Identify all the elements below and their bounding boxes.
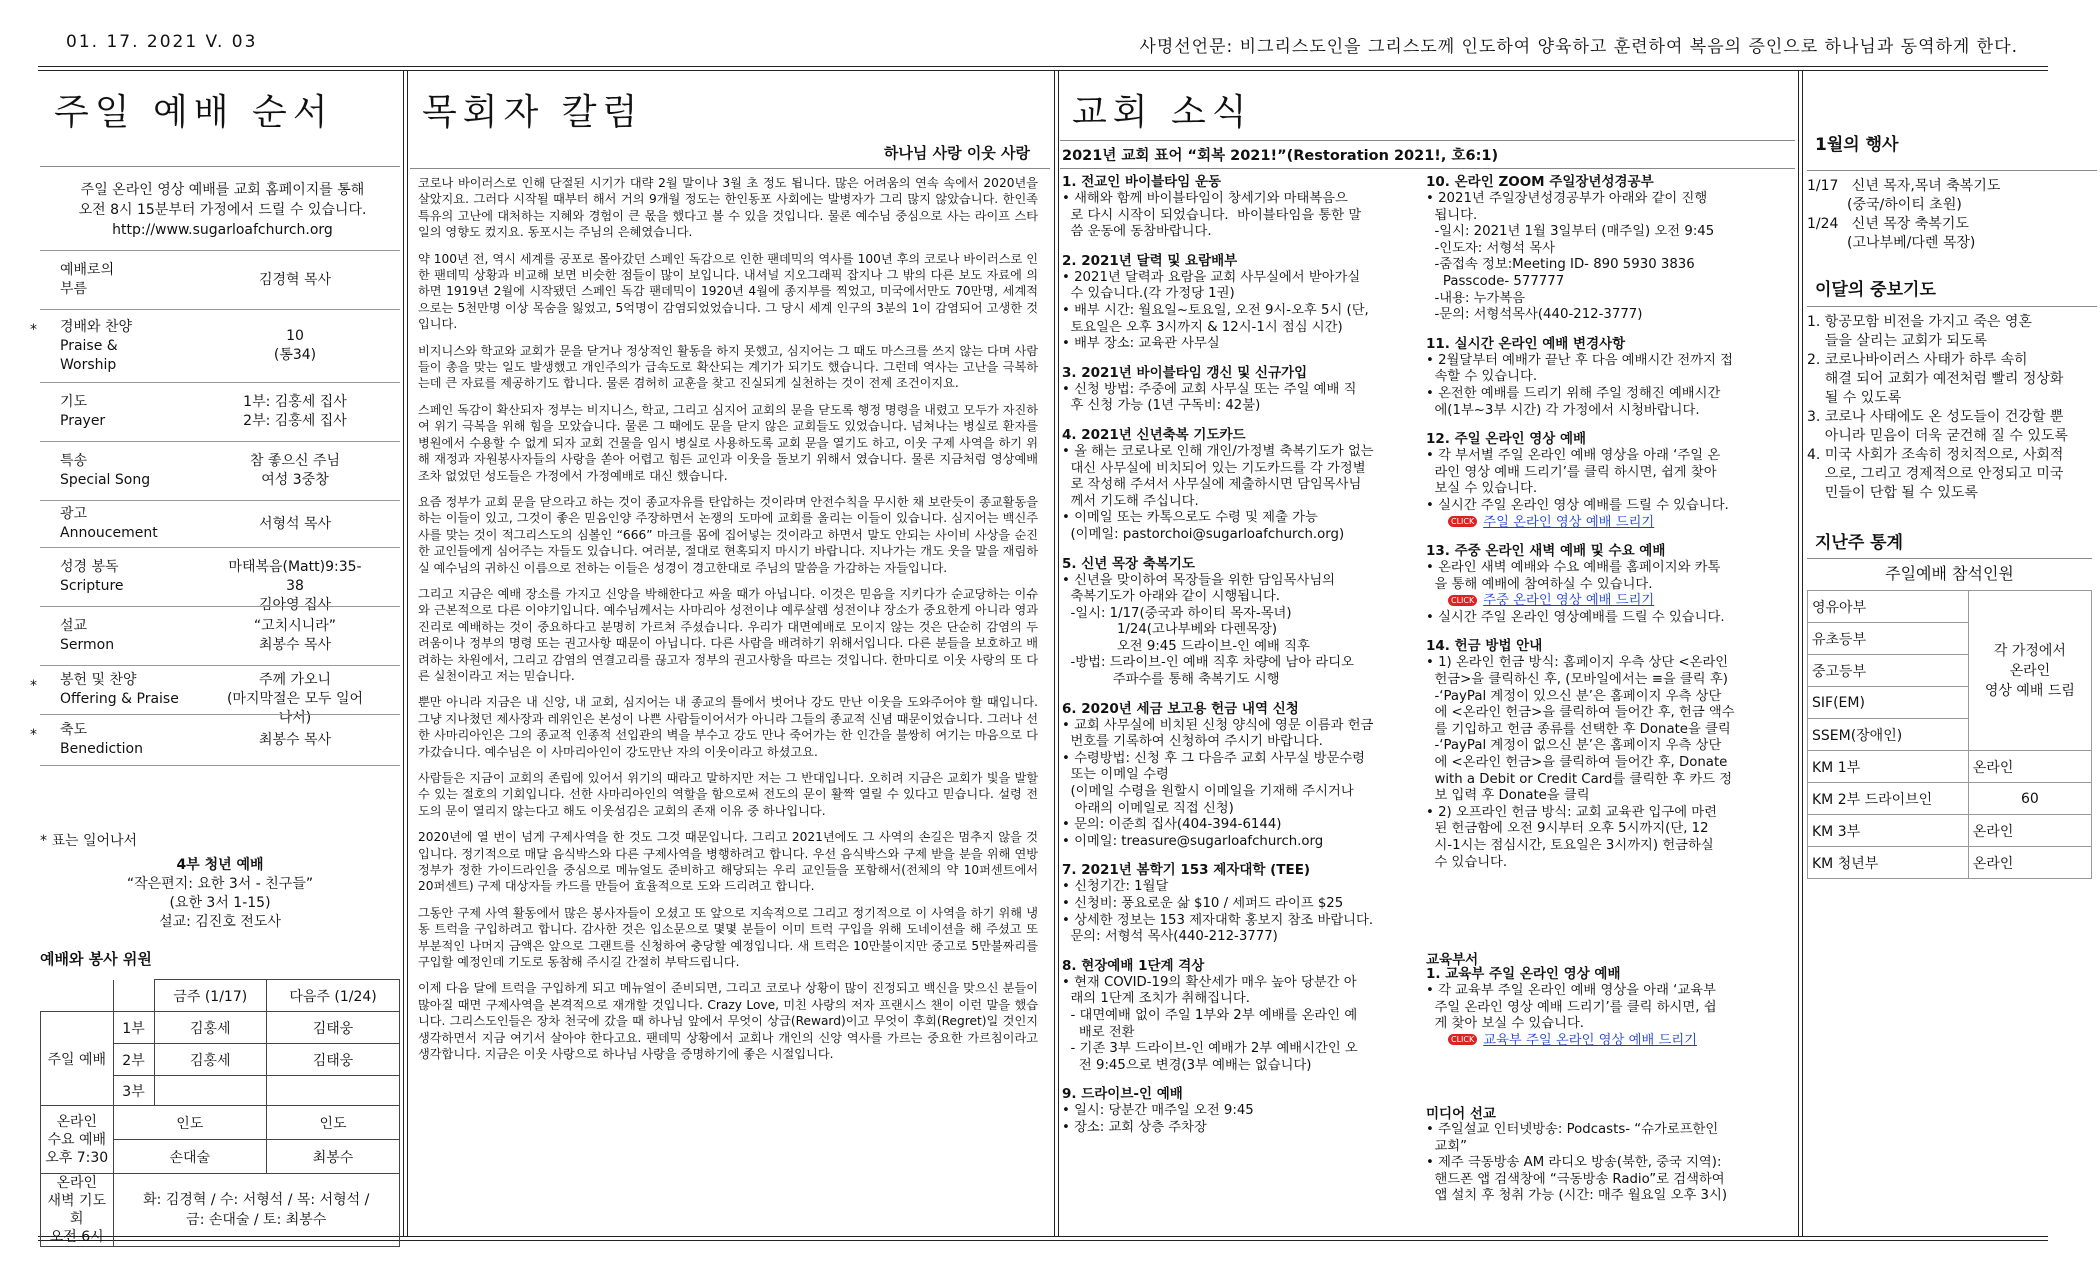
news-line: 전 9:45으로 변경(3부 예배는 없습니다)	[1062, 1057, 1312, 1073]
order-label-line: 기도	[60, 394, 88, 410]
news-line: 번호를 기록하여 신청하여 주시기 바랍니다.	[1062, 734, 1323, 750]
news-line: • 배부 장소: 교육관 사무실	[1062, 336, 1220, 352]
click-icon: CLICK	[1448, 595, 1477, 606]
stat-value: 온라인	[1968, 751, 2091, 783]
stat-merged-line: 온라인	[2009, 662, 2051, 679]
stat-merged	[1968, 591, 2091, 751]
stat-row	[1808, 847, 2092, 879]
prayer-title: 이달의 중보기도	[1815, 280, 1936, 300]
youth-service	[40, 856, 400, 932]
order-value-line: 주께 가오니	[258, 672, 332, 688]
order-label	[60, 393, 105, 431]
news-line: - 대면예배 없이 주일 1부와 2부 예배를 온라인 예	[1062, 1007, 1358, 1023]
intro-line: 주일 온라인 영상 예배를 교회 홈페이지를 통해	[80, 182, 365, 198]
staff-cell: 김태웅	[267, 1044, 400, 1076]
news-line: -일시: 2021년 1월 3일부터 (매주일) 오전 9:45	[1426, 224, 1715, 240]
news-line: • 장소: 교회 상층 주차장	[1062, 1119, 1207, 1135]
staff-sub: 1부	[113, 1012, 154, 1044]
title-rule	[410, 168, 1050, 169]
order-value-line: 최봉수 목사	[258, 637, 332, 653]
news-line: 라인 영상 예배 드리기’를 클릭 하시면, 쉽게 찾아	[1426, 464, 1717, 480]
column-paragraph: 그리고 지금은 예배 장소를 가지고 신앙을 박해한다고 싸울 때가 아닙니다. 이것은 믿음을 지키다가 순교당하는 이슈와 근본적으로 다른 이야기입니다. 예수님께서는 사마리아 성전이냐 예루살렘 성전이냐 장소가 중요한게 아니라 영과 진리로 예배하는 것이 중요하다고 분명히 가르쳐 주셨습니다. 우리가 대면예배로 모이지 않는 것은 단순히 감염의 두려움이나 정부의 명령 또는 권고사항 때문이 아닙니다. 다른 사람을 배려하기 위해서입니다. 다른 분들을 보호하고 배려하는 차원에서, 그리고 감염의 연결고리를 끊고자 정부의 권고사항을 따르는 것입니다. 한마디로 이웃 사랑의 또 다른 실천이라고 저는 믿습니다.	[418, 586, 1038, 683]
order-value	[225, 271, 365, 290]
online-wed-label: 온라인 수요 예배 오후 7:30	[41, 1106, 114, 1174]
stat-value: 온라인	[1968, 847, 2091, 879]
news-line: • 신청비: 풍요로운 삶 $10 / 세퍼드 라이프 $25	[1062, 896, 1344, 911]
event-line: 1/24 신년 목장 축복기도	[1807, 216, 1969, 232]
news-line: 씀 운동에 동참바랍니다.	[1062, 224, 1212, 240]
order-label-line: Special Song	[60, 472, 151, 488]
attendance-table	[1807, 590, 2092, 879]
order-label-line: 부름	[60, 281, 88, 297]
order-label-line: Scripture	[60, 578, 124, 594]
column-paragraph: 뿐만 아니라 지금은 내 신앙, 내 교회, 심지어는 내 종교의 틀에서 벗어나 강도 만난 이웃을 도와주어야 할 때입니다. 그냥 지나쳤던 제사장과 레위인은 본성이 나쁜 사람들이어서가 아니라 그들의 종교적 신념 때문이었습니다. 그러나 선한 사마리아인은 그의 종교적 인종적 선입관의 벽을 부수고 강도 만나 죽어가는 한 인간을 불쌍히 여기는 마음으로 다가갔습니다. 예수님은 이 사마리아인이 강도만난 자의 이웃이라고 하셨고요.	[418, 695, 1038, 759]
order-label	[60, 505, 158, 543]
news-line: • 2월달부터 예배가 끝난 후 다음 예배시간 전까지 접	[1426, 352, 1734, 368]
prayer-line: 아니라 믿음이 더욱 굳건해 질 수 있도록	[1807, 428, 2068, 444]
news-line: • 실시간 주일 온라인 영상 예배를 드릴 수 있습니다.	[1426, 497, 1729, 513]
news-item-title: 12. 주일 온라인 영상 예배	[1426, 431, 1587, 448]
news-line: • 1) 온라인 헌금 방식: 홈페이지 우측 상단 <온라인	[1426, 655, 1729, 671]
events-list	[1807, 170, 2097, 253]
staff-table	[40, 979, 400, 1247]
order-label-line: 봉헌 및 찬양	[60, 672, 137, 688]
news-line: Passcode- 577777	[1426, 273, 1565, 289]
order-value	[225, 393, 365, 431]
prayer-line: 해결 되어 교회가 예전처럼 빨리 정상화	[1807, 371, 2064, 387]
news-line: • 교회 사무실에 비치된 신청 양식에 영문 이름과 헌금	[1062, 717, 1374, 733]
order-value-line: 김경혁 목사	[258, 271, 332, 288]
staff-title: 예배와 봉사 위원	[40, 950, 152, 968]
standing-note: * 표는 일어나서	[40, 833, 138, 849]
news-item-title: 10. 온라인 ZOOM 주일장년성경공부	[1426, 174, 1654, 190]
staff-cell: 김홍세	[154, 1012, 267, 1044]
dawn-schedule: 화: 김경혁 / 수: 서형석 / 목: 서형석 / 금: 손대술 / 토: 최봉수	[113, 1174, 400, 1247]
news-item-title: 4. 2021년 신년축복 기도카드	[1062, 426, 1246, 443]
column-paragraph: 약 100년 전, 역시 세계를 공포로 몰아갔던 스페인 독감으로 인한 팬데믹의 역사를 100년 후의 코로나 바이러스로 인한 팬데믹 상황과 비교해 보면 비슷한 점들이 많이 보입니다. 내셔널 지오그래픽 잡지나 그 밖의 다른 보도 자료에 의하면 1919년 2월에 시작됐던 스페인 독감 팬데믹이 1920년 4월에 종지부를 찍었고, 미국에서만도 70만명, 세계적으로는 5천만명 이상 목숨을 잃었고, 5억명이 감염되었었습니다. 그 당시 세계 인구의 3분의 1이 감염되어 고생한 것입니다.	[418, 251, 1038, 332]
motto-rule	[1060, 168, 1795, 169]
news-item	[1062, 556, 1414, 689]
news-item-title: 9. 드라이브-인 예배	[1062, 1086, 1183, 1103]
order-value	[225, 731, 365, 750]
youth-line: 설교: 김진호 전도사	[159, 914, 281, 930]
news-line: • 이메일 또는 카톡으로도 수령 및 제출 가능	[1062, 510, 1318, 526]
news-line: (이메일: pastorchoi@sugarloafchurch.org)	[1062, 526, 1345, 542]
prayer-line: 민들이 단합 될 수 있도록	[1807, 485, 1978, 501]
news-line: 아래의 이메일로 직접 신청)	[1062, 800, 1234, 816]
news-line: • 2021년 달력과 요람을 교회 사무실에서 받아가실	[1062, 269, 1361, 285]
news-line: • 현재 COVID-19의 확산세가 매우 높아 당분간 아	[1062, 974, 1357, 990]
stat-label: KM 1부	[1808, 751, 1969, 783]
order-label-line: Sermon	[60, 637, 115, 653]
video-link[interactable]: 주일 온라인 영상 예배 드리기	[1483, 514, 1655, 530]
news-item	[1062, 365, 1414, 415]
order-value-line: 최봉수 목사	[258, 731, 332, 748]
news-item-title: 8. 현장예배 1단계 격상	[1062, 957, 1205, 974]
news-item	[1426, 638, 1778, 871]
edu-title: 교육부서	[1426, 952, 1479, 968]
prayer-list	[1807, 306, 2097, 503]
order-value	[225, 617, 365, 655]
news-line: • 실시간 주일 온라인 영상예배를 드릴 수 있습니다.	[1426, 609, 1725, 625]
news-item	[1062, 427, 1414, 544]
news-line: 대신 사무실에 비치되어 있는 기도카드를 각 가정별	[1062, 460, 1366, 476]
events-title: 1월의 행사	[1815, 135, 1899, 155]
worship-order	[30, 250, 400, 766]
staff-group-label: 주일 예배	[41, 1012, 114, 1106]
version-label: 01. 17. 2021 V. 03	[66, 32, 258, 52]
standing-mark: *	[30, 678, 37, 694]
news-line: -방법: 드라이브-인 예배 직후 차량에 남아 라디오	[1062, 655, 1354, 671]
news-line: • 올 해는 코로나로 인해 개인/가정별 축복기도가 없는	[1062, 443, 1374, 459]
prayer-line: 2. 코로나바이러스 사태가 하루 속히	[1807, 352, 2028, 368]
news-item	[1426, 431, 1778, 531]
news-item-title: 14. 헌금 방법 안내	[1426, 638, 1543, 655]
order-label	[60, 721, 143, 759]
news-item	[1062, 1086, 1414, 1136]
order-label-line: Benediction	[60, 741, 143, 757]
news-line: • 일시: 당분간 매주일 오전 9:45	[1062, 1103, 1254, 1119]
link-row	[1426, 1033, 1778, 1050]
order-label	[60, 261, 114, 299]
video-link[interactable]: 주중 온라인 영상 예배 드리기	[1483, 593, 1655, 609]
news-item	[1062, 174, 1414, 241]
staff-cell: 김태웅	[267, 1012, 400, 1044]
order-row	[40, 606, 400, 665]
mission-statement: 사명선언문: 비그리스도인을 그리스도께 인도하여 양육하고 훈련하여 복음의 증인으로 하나님과 동역하게 한다.	[1139, 37, 2018, 57]
news-line: 오전 9:45 드라이브-인 예배 직후	[1062, 638, 1310, 654]
stat-label: KM 3부	[1808, 815, 1969, 847]
column-paragraph: 코로나 바이러스로 인해 단절된 시기가 대략 2월 말이나 3월 초 정도 됩니다. 많은 어려움의 연속 속에서 2020년을 살았지요. 그러다 시작될 때부터 해서 거의 9개월 정도는 한인동포 사회에는 발병자가 그리 많지 않았습니다. 한인족 특유의 고난에 대처하는 지혜와 경험이 큰 몫을 했다고 볼 수 있을 것입니다. 물론 예수님 중심으로 사는 라이프 스타일의 영향도 컸지요. 동포시는 주님의 은혜였습니다.	[418, 176, 1038, 240]
column-subtitle: 하나님 사랑 이웃 사랑	[883, 144, 1030, 162]
news-line: • 각 교육부 주일 온라인 예배 영상을 아래 ‘교육부	[1426, 983, 1716, 998]
news-line: • 신청기간: 1월달	[1062, 879, 1169, 895]
order-value-line: 마태복음(Matt)9:35-38	[228, 559, 362, 594]
order-value-line: 서형석 목사	[258, 515, 332, 532]
order-row	[40, 500, 400, 547]
order-label	[60, 452, 150, 490]
order-label-line: 설교	[60, 618, 88, 634]
news-item-title: 2. 2021년 달력 및 요람배부	[1062, 252, 1238, 269]
order-row	[30, 665, 400, 726]
news-line: (이메일 수령을 원할시 이메일을 기재해 주시거나	[1062, 784, 1354, 800]
news-line: -‘PayPal 계정이 없으신 분’은 홈페이지 우측 상단	[1426, 738, 1722, 754]
stat-label: SIF(EM)	[1808, 687, 1969, 719]
order-row	[30, 309, 400, 382]
title-rule	[40, 166, 400, 167]
news-line: - 기존 3부 드라이브-인 예배가 2부 예배시간인 오	[1062, 1041, 1358, 1057]
column-paragraph: 비지니스와 학교와 교회가 문을 닫거나 정상적인 활동을 하지 못했고, 심지어는 그 때도 마스크를 쓰지 않는 다며 사람들이 총을 맞는 일도 발생했고 개인주의가 급속도로 확산되는 계기가 되기도 했습니다. 그런데 역사는 고난을 극복하는데 큰 자료를 제공하기도 합니다. 물론 겸허히 교훈을 찾고 진실되게 실천하는 것이 전제 조건이지요.	[418, 343, 1038, 391]
news-line: • 온라인 새벽 예배와 수요 예배를 홈페이지와 카톡	[1426, 560, 1721, 576]
news-line: • 배부 시간: 월요일~토요일, 오전 9시-오후 5시 (단,	[1062, 302, 1369, 318]
top-bar	[38, 28, 2038, 58]
order-label	[60, 318, 132, 375]
header-next-week: 다음주 (1/24)	[267, 980, 400, 1012]
media-line: 앱 설치 후 청취 가능 (시간: 매주 월요일 오후 3시)	[1426, 1188, 1728, 1204]
youth-line: “작은편지: 요한 3서 - 친구들”	[126, 876, 314, 892]
news-line: 수 있습니다.	[1426, 854, 1508, 870]
stat-label: 중고등부	[1808, 655, 1969, 687]
stat-row	[1808, 591, 2092, 623]
video-link[interactable]: 교육부 주일 온라인 영상 예배 드리기	[1483, 1032, 1698, 1048]
news-line: -일시: 1/17(중국과 하이티 목자-목녀)	[1062, 605, 1292, 621]
order-value-line: 김아영 집사	[258, 597, 332, 613]
stat-label: SSEM(장애인)	[1808, 719, 1969, 751]
news-line: • 수령방법: 신청 후 그 다음주 교회 사무실 방문수령	[1062, 750, 1366, 766]
stats-subtitle: 주일예배 참석인원	[1807, 558, 2092, 589]
staff-cell: 인도	[267, 1106, 400, 1140]
order-label-line: Worship	[60, 356, 117, 373]
prayer-line: 3. 코로나 사태에도 온 성도들이 건강할 뿐	[1807, 409, 2064, 425]
order-value	[225, 452, 365, 490]
media-line: • 제주 극동방송 AM 라디오 방송(북한, 중국 지역):	[1426, 1155, 1722, 1171]
news-line: 배로 전환	[1062, 1024, 1135, 1040]
news-line: • 상세한 정보는 153 제자대학 홍보지 참조 바랍니다.	[1062, 912, 1374, 928]
news-line: 후 신청 가능 (1년 구독비: 42불)	[1062, 398, 1261, 414]
column-paragraph: 요즘 정부가 교회 문을 닫으라고 하는 것이 종교자유를 탄압하는 것이라며 안전수칙을 무시한 채 보란듯이 종교활동을 하는 이들이 있고, 그것이 좋은 믿음인양 주장하면서 논쟁의 도마에 교회를 올리는 이들이 있습니다. 심지어는 백신주사를 맞는 것이 적그리스도의 심볼인 “666” 마크를 몸에 집어넣는 것이라고 하면서 말도 안되는 사이비 사상을 순진한 교인들에게 심어주는 자들도 있습니다. 여러분, 절대로 현혹되지 마시기 바랍니다. 지나가는 개도 웃을 말을 재림하실 예수님의 귀하신 이름으로 전하는 이들은 성경이 경고한대로 주님의 말씀을 가감하는 자들입니다.	[418, 494, 1038, 575]
staff-cell: 손대술	[113, 1140, 267, 1174]
news-item	[1426, 966, 1778, 1049]
dawn-label: 온라인 새벽 기도회 오전 6시	[41, 1174, 114, 1247]
news-line: 를 기입하고 헌금 종류를 선택한 후 Donate을 클릭	[1426, 721, 1731, 737]
prayer-line: 될 수 있도록	[1807, 390, 1902, 406]
news-line: • 새해와 함께 바이블타임이 창세기와 마태복음으	[1062, 191, 1348, 206]
divider-1b	[407, 70, 408, 1236]
news-line: 속할 수 있습니다.	[1426, 369, 1538, 385]
news-line: 로 작성해 주셔서 사무실에 제출하시면 담임목사님	[1062, 477, 1362, 493]
news-line: • 온전한 예배를 드리기 위해 주일 정해진 예배시간	[1426, 385, 1721, 401]
news-item-title: 6. 2020년 세금 보고용 헌금 내역 신청	[1062, 700, 1299, 717]
youth-title: 4부 청년 예배	[176, 857, 264, 873]
order-row	[40, 382, 400, 441]
prayer-line: 1. 항공모함 비전을 가지고 죽은 영혼	[1807, 314, 2032, 330]
news-item	[1062, 958, 1414, 1075]
order-value-line: “고치시니라”	[253, 618, 337, 634]
news-item-title: 5. 신년 목장 축복기도	[1062, 555, 1195, 572]
event-line: (중국/하이티 초원)	[1807, 197, 1962, 213]
news-line: 축복기도가 아래와 같이 시행됩니다.	[1062, 589, 1281, 605]
staff-sub: 3부	[113, 1076, 154, 1106]
header-this-week: 금주 (1/17)	[154, 980, 267, 1012]
news-item	[1062, 253, 1414, 353]
news-line: -줌접속 정보:Meeting ID- 890 5930 3836	[1426, 257, 1695, 273]
news-line: 에 <온라인 헌금>을 클릭하여 들어간 후, 헌금 액수	[1426, 705, 1735, 721]
column-title: 목회자 칼럼	[422, 92, 644, 133]
order-value	[225, 327, 365, 365]
link-row	[1426, 593, 1778, 610]
top-rule	[38, 66, 2048, 67]
order-value-line: 1부: 김홍세 집사	[243, 394, 347, 410]
order-value-line: (마지막절은 모두 일어나서)	[226, 691, 364, 726]
news-line: 토요일은 오후 3시까지 & 12시-1시 점심 시간)	[1062, 319, 1343, 335]
news-line: 됩니다.	[1426, 207, 1478, 223]
news-title: 교회 소식	[1072, 92, 1253, 133]
news-item-title: 1. 전교인 바이블타임 운동	[1062, 174, 1222, 190]
news-line: 을 통해 예배에 참여하실 수 있습니다.	[1426, 576, 1653, 592]
staff-sub: 2부	[113, 1044, 154, 1076]
divider-3	[1798, 70, 1799, 1236]
worship-bottom	[40, 830, 400, 1247]
order-label	[60, 558, 124, 596]
media-block	[1426, 1122, 1778, 1205]
staff-cell: 김홍세	[154, 1044, 267, 1076]
divider-2b	[1058, 70, 1059, 1236]
news-line: 주일 온라인 영상 예배 드리기’를 클릭 하시면, 쉽	[1426, 999, 1717, 1015]
stat-value: 온라인	[1968, 815, 2091, 847]
stat-label: 영유아부	[1808, 591, 1969, 623]
media-line: 핸드폰 앱 검색창에 “극동방송 Radio”로 검색하여	[1426, 1171, 1725, 1187]
intro-line: 오전 8시 15분부터 가정에서 드릴 수 있습니다.	[78, 202, 367, 218]
order-value-line: 2부: 김홍세 집사	[243, 413, 347, 429]
news-line: 에(1부~3부 시간) 각 가정에서 시청바랍니다.	[1426, 402, 1700, 418]
news-line: -인도자: 서형석 목사	[1426, 240, 1555, 256]
staff-cell: 인도	[113, 1106, 267, 1140]
news-right	[1426, 174, 1778, 883]
homepage-link[interactable]: http://www.sugarloafchurch.org	[112, 222, 333, 238]
news-line: 된 헌금함에 오전 9시부터 오후 5시까지(단, 12	[1426, 821, 1709, 837]
news-item	[1426, 543, 1778, 626]
order-value	[225, 515, 365, 534]
title-rule	[1060, 140, 1795, 141]
stat-row	[1808, 783, 2092, 815]
divider-1	[403, 70, 404, 1236]
order-label-line: Offering & Praise	[60, 691, 179, 707]
prayer-line: 4. 미국 사회가 조속히 정치적으로, 사회적	[1807, 447, 2064, 463]
column-paragraph: 그동안 구제 사역 활동에서 많은 봉사자들이 오셨고 또 앞으로 지속적으로 그리고 정기적으로 이 사역을 하기 위해 냉동 트럭을 구입하려고 합니다. 감사한 것은 입소문으로 몇몇 분들이 이미 트럭 구입을 위해 도네이션을 해 주셨고 또 부분적인 나머지 금액은 앞으로 그랜트를 신청하여 충당할 예정입니다. 새 트럭은 10만불이지만 중고로 5만불짜리를 구입할 예정인데 기도로 동참해 주시길 간절히 부탁드립니다.	[418, 905, 1038, 970]
media-line: 교회”	[1426, 1138, 1468, 1154]
news-line: 또는 이메일 수령	[1062, 767, 1169, 783]
stat-merged-line: 영상 예배 드림	[1984, 682, 2075, 699]
news-line: • 문의: 이준희 집사(404-394-6144)	[1062, 817, 1282, 833]
stat-row	[1808, 751, 2092, 783]
news-line: -문의: 서형석목사(440-212-3777)	[1426, 307, 1643, 323]
news-item	[1426, 336, 1778, 419]
column-paragraph: 이제 다음 달에 트럭을 구입하게 되고 메뉴얼이 준비되면, 그리고 코로나 상황이 많이 진정되고 백신을 맞으신 분들이 많아질 때면 구제사역을 본격적으로 재개할 것입니다. Crazy Love, 미친 사랑의 저자 프랜시스 챈이 이런 말을 했습니다. 그리스도인들은 장차 천국에 갔을 때 하나님 앞에서 무엇이 상급(Reward)이고 무엇이 후회(Regret)일 것인지 생각하면서 지금 여기서 살아야 한다고요. 팬데믹 상황에서 교회나 개인의 신앙 역사를 가르는 중요한 가르침이라고 생각합니다. 지금은 이웃 사랑으로 하나님 사랑을 증명하기에 좋은 시절입니다.	[418, 981, 1038, 1062]
order-label-line: 광고	[60, 506, 88, 522]
click-icon: CLICK	[1448, 516, 1477, 527]
column-body	[418, 175, 1038, 1073]
news-line: • 2) 오프라인 헌금 방식: 교회 교육관 입구에 마련	[1426, 804, 1717, 820]
stat-value: 60	[1968, 783, 2091, 815]
media-title: 미디어 선교	[1426, 1106, 1496, 1122]
worship-intro	[50, 180, 395, 240]
stat-label: KM 2부 드라이브인	[1808, 783, 1969, 815]
news-line: 1/24(고나부베와 다렌목장)	[1062, 622, 1278, 638]
news-item	[1062, 701, 1414, 851]
standing-mark: *	[30, 727, 37, 743]
order-value-line: 10	[286, 328, 304, 344]
order-label-line: 예배로의	[60, 262, 115, 278]
event-line: 1/17 신년 목자,목녀 축복기도	[1807, 178, 2001, 194]
prayer-line: 으로, 그리고 경제적으로 안정되고 미국	[1807, 466, 2064, 482]
staff-cell	[267, 1076, 400, 1106]
news-item-title: 7. 2021년 봄학기 153 제자대학 (TEE)	[1062, 862, 1311, 879]
news-line: 로 다시 시작이 되었습니다. 바이블타임을 통한 말	[1062, 207, 1362, 223]
stat-merged-line: 각 가정에서	[1993, 642, 2066, 659]
standing-mark: *	[30, 322, 37, 338]
news-line: • 각 부서별 주일 온라인 예배 영상을 아래 ‘주일 온	[1426, 448, 1721, 464]
order-end-rule	[40, 765, 400, 766]
media-line: • 주일설교 인터넷방송: Podcasts- “슈가로프한인	[1426, 1122, 1719, 1137]
worship-column	[30, 70, 400, 1245]
news-item-title: 3. 2021년 바이블타임 갱신 및 신규가입	[1062, 364, 1308, 381]
order-label-line: Prayer	[60, 413, 106, 429]
news-item-title: 1. 교육부 주일 온라인 영상 예배	[1426, 966, 1621, 982]
order-label-line: 경배와 찬양	[60, 318, 133, 335]
order-row	[40, 441, 400, 500]
news-line: 에 <온라인 헌금>을 클릭하여 들어간 후, Donate	[1426, 755, 1728, 771]
news-line: 수 있습니다.(각 가정당 1권)	[1062, 286, 1235, 302]
prayer-line: 들을 살리는 교회가 되도록	[1807, 333, 1987, 349]
news-line: 께서 기도해 주십니다.	[1062, 493, 1199, 509]
order-label-line: 성경 봉독	[60, 559, 119, 575]
order-row	[40, 250, 400, 309]
click-icon: CLICK	[1448, 1034, 1477, 1045]
news-line: 주파수를 통해 축복기도 시행	[1062, 672, 1280, 688]
order-label	[60, 671, 179, 709]
news-line: 문의: 서형석 목사(440-212-3777)	[1062, 929, 1278, 945]
order-value-line: 여성 3중창	[261, 472, 329, 488]
column-paragraph: 사람들은 지금이 교회의 존립에 있어서 위기의 때라고 말하지만 저는 그 반대입니다. 오히려 지금은 교회가 빛을 발할 수 있는 절호의 기회입니다. 선한 사마리아인의 역할을 함으로써 전도의 문이 활짝 열릴 수 있다고 믿습니다. 설령 전도의 문이 열리지 않는다고 해도 이웃섬김은 교회의 존재 이유 중 하나입니다.	[418, 771, 1038, 818]
event-line: (고나부베/다렌 목장)	[1807, 235, 1976, 251]
news-line: with a Debit or Credit Card를 클릭한 후 카드 정	[1426, 771, 1733, 787]
order-value-line: (통34)	[273, 347, 317, 363]
stat-label: 유초등부	[1808, 623, 1969, 655]
news-line: 래의 1단계 조치가 취해집니다.	[1062, 991, 1250, 1007]
news-line: 보실 수 있습니다.	[1426, 481, 1538, 497]
order-label-line: 특송	[60, 453, 88, 469]
divider-3b	[1802, 70, 1803, 1236]
news-line: • 신청 방법: 주중에 교회 사무실 또는 주일 예배 직	[1062, 381, 1357, 397]
order-label-line: Annoucement	[60, 525, 158, 541]
news-line: 시-1시는 점심시간, 토요일은 3시까지) 헌금하실	[1426, 838, 1714, 853]
stat-label: KM 청년부	[1808, 847, 1969, 879]
edu-block	[1426, 966, 1778, 1061]
news-item-title: 13. 주중 온라인 새벽 예배 및 수요 예배	[1426, 543, 1666, 560]
news-line: -‘PayPal 계정이 있으신 분’은 홈페이지 우측 상단	[1426, 688, 1722, 704]
order-row	[40, 547, 400, 613]
divider-2	[1054, 70, 1055, 1236]
news-line: -내용: 누가복음	[1426, 290, 1526, 306]
news-line: 게 찾아 보실 수 있습니다.	[1426, 1016, 1585, 1032]
link-row	[1426, 515, 1778, 532]
news-item	[1426, 174, 1778, 324]
youth-line: (요한 3서 1-15)	[169, 895, 271, 911]
news-line: • 이메일: treasure@sugarloafchurch.org	[1062, 833, 1324, 849]
news-left	[1062, 174, 1414, 1149]
stats-title: 지난주 통계	[1815, 533, 1904, 553]
news-line: 헌금>을 클릭하신 후, (모바일에서는 ≡을 클릭 후)	[1426, 672, 1728, 688]
order-label-line: Praise &	[60, 337, 118, 354]
order-row	[30, 714, 400, 765]
order-label-line: 축도	[60, 722, 88, 738]
news-item-title: 11. 실시간 온라인 예배 변경사항	[1426, 335, 1626, 352]
column-paragraph: 2020년에 열 번이 넘게 구제사역을 한 것도 그것 때문입니다. 그리고 2021년에도 그 사역의 손길은 멈추지 않을 것입니다. 정기적으로 매달 음식박스와 다른 구제사역을 병행하려고 합니다. 우선 음식박스와 구제 받을 분을 위해 연방정부가 정한 가이드라인을 중심으로 메뉴얼도 준비하고 해당되는 우리 교인들을 포함해서(전체의 약 10퍼센트에서 20퍼센트) 구제 대상자들 카드를 만들어 효율적으로 도와 드리려고 합니다.	[418, 830, 1038, 894]
news-line: • 2021년 주일장년성경공부가 아래와 같이 진행	[1426, 191, 1708, 206]
church-motto: 2021년 교회 표어 “회복 2021!”(Restoration 2021!, 호6:1)	[1062, 148, 1499, 164]
stat-row	[1808, 815, 2092, 847]
staff-cell	[154, 1076, 267, 1106]
column-paragraph: 스페인 독감이 확산되자 정부는 비지니스, 학교, 그리고 심지어 교회의 문을 닫도록 행정 명령을 내렸고 모두가 자진하여 위기 극복을 위해 힘을 모았습니다. 물론 그 때에도 문을 닫지 않은 교회들도 있었습니다. 넘쳐나는 병실로 환자를 병원에서 수용할 수 없게 되자 교회 건물을 임시 병실로 사용하도록 교회 문을 열기도 하고, 이웃 구제 사역을 하기 위해 재정과 자원봉사자들의 사랑을 쏟아 어렵고 힘든 교인과 이웃을 돌보기 위해서 였습니다. 물론 지금처럼 영상예배 조차 없었던 성도들은 가정에서 가정예배로 대신 했습니다.	[418, 402, 1038, 483]
order-label	[60, 617, 114, 655]
news-line: 보 입력 후 Donate을 클릭	[1426, 788, 1590, 804]
news-item	[1062, 862, 1414, 945]
news-line: • 신년을 맞이하여 목장들을 위한 담임목사님의	[1062, 572, 1336, 588]
staff-cell: 최봉수	[267, 1140, 400, 1174]
worship-title: 주일 예배 순서	[54, 92, 334, 133]
order-value-line: 참 좋으신 주님	[249, 453, 341, 469]
